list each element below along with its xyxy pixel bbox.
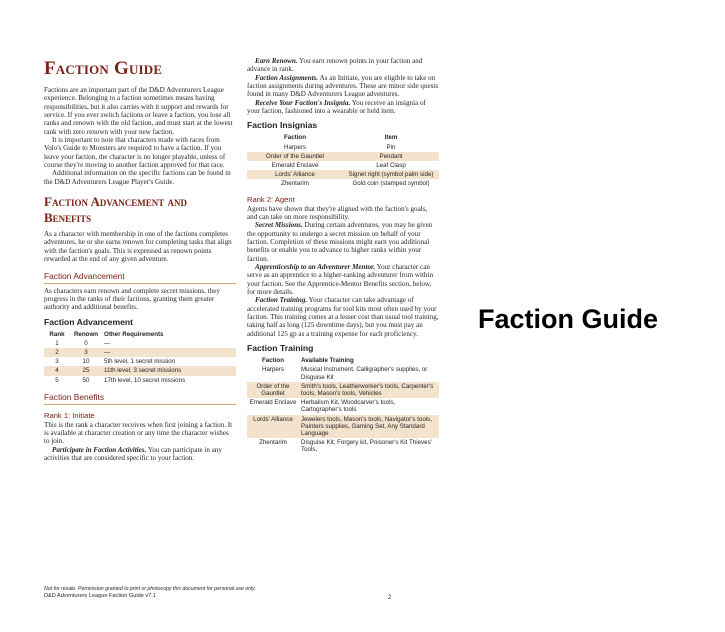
- table-cell: 1: [55, 339, 59, 347]
- table-cell: Lords' Alliance: [247, 415, 299, 439]
- table-row: [44, 366, 236, 375]
- intro-paragraph-2: It is important to note that characters made with races from Volo's Guide to Monsters are required to have a faction. If you leave your faction, the character is no longer playable, unless of course they're moving to another faction approved for that race.: [44, 136, 226, 170]
- table-cell: Order of the Gauntlet: [247, 152, 343, 161]
- apprenticeship-paragraph: [247, 263, 439, 296]
- table-cell: Zhentarim: [259, 439, 287, 447]
- page-title: Faction Guide: [44, 58, 163, 79]
- advancement-table-title: Faction Advancement: [44, 316, 133, 327]
- column-header: Available Training: [301, 357, 354, 365]
- assignments-text: As an Initiate, you are eligible to take on faction assignments during adventures. These are minor side quests found in many D&D Adventurers League adventures.: [247, 73, 439, 99]
- rank-2-paragraph: Agents have shown that they're aligned with the faction's goals, and can take on more responsibility.: [247, 204, 428, 221]
- left-column: [44, 58, 236, 462]
- table-cell: 25: [70, 366, 102, 375]
- table-cell: Pin: [386, 143, 396, 151]
- table-cell: Gold coin (stamped symbol): [352, 180, 430, 188]
- training-lead: Faction Training.: [255, 296, 308, 305]
- table-row: [247, 382, 439, 398]
- table-cell: Smith's tools, Leatherworker's tools, Carpenter's tools, Mason's tools, Vehicles: [299, 382, 439, 398]
- earn-renown-paragraph: [247, 57, 439, 74]
- table-cell: Order of the Gauntlet: [247, 382, 299, 398]
- table-cell: Zhentarim: [281, 180, 309, 188]
- table-row: [247, 170, 439, 179]
- table-row: [44, 376, 236, 385]
- column-header: Faction: [283, 134, 306, 142]
- insignia-paragraph: [247, 99, 439, 116]
- document-title-footer: D&D Adventurers League Faction Guide v7.1: [44, 593, 156, 599]
- table-row: [44, 348, 236, 357]
- table-cell: Disguise Kit, Forgery kit, Poisoner's Kit Thieves' Tools,: [301, 439, 432, 454]
- column-header: Item: [384, 134, 398, 142]
- table-cell: 50: [82, 376, 90, 384]
- table-header-row: [44, 330, 236, 339]
- table-cell: Jewelers tools, Mason's tools, Navigator's tools, Painters supplies, Gaming Set, Any Standard Language: [299, 415, 439, 439]
- table-cell: Musical Instrument, Calligrapher's supplies, or Disguise Kit: [301, 366, 428, 381]
- page-number: 2: [388, 595, 392, 601]
- table-row: [247, 398, 439, 414]
- rank-1-heading: Rank 1: Initiate: [44, 410, 95, 420]
- rank-1-paragraph: This is the rank a character receives when first joining a faction. It is available at character creation or any time the character wishes to join.: [44, 420, 233, 446]
- table-cell: 0: [84, 339, 88, 347]
- table-cell: —: [104, 339, 111, 347]
- secret-missions-text: During certain adventures, you may be given the opportunity to undergo a secret mission on behalf of your faction. Completion of these missions might earn you additional benefits or enable you to advance to higher ranks within your faction.: [247, 221, 433, 263]
- earn-renown-text: You earn renown points in your faction and advance in rank.: [247, 57, 423, 74]
- participate-paragraph: [44, 446, 236, 463]
- side-title: Faction Guide: [478, 304, 659, 334]
- table-cell: 5th level, 1 secret mission: [104, 358, 176, 366]
- insignia-table-title: Faction Insignias: [247, 120, 318, 131]
- table-cell: Emerald Enclave: [271, 162, 319, 170]
- table-cell: Leaf Clasp: [376, 162, 406, 170]
- secret-missions-lead: Secret Missions.: [255, 221, 303, 230]
- table-header-row: [247, 133, 439, 142]
- table-cell: —: [102, 348, 236, 357]
- training-table: [247, 356, 439, 454]
- assignments-paragraph: [247, 74, 439, 99]
- participate-lead: Participate in Faction Activities.: [52, 445, 147, 454]
- page-footer: [44, 586, 404, 600]
- faction-advancement-paragraph: As characters earn renown and complete secret missions, they progress in the ranks of their factions, granting them greater authority and additional benefits.: [44, 286, 220, 312]
- right-column: [247, 57, 439, 458]
- training-paragraph: [247, 296, 439, 338]
- table-cell: Lords' Alliance: [247, 170, 343, 179]
- table-row: [247, 161, 439, 170]
- table-row: [247, 143, 439, 152]
- table-cell: 3: [55, 358, 59, 366]
- secret-missions-paragraph: [247, 221, 439, 263]
- table-header-row: [247, 356, 439, 365]
- apprenticeship-text: Your character can serve as an apprentice to a higher-ranking adventurer from within your faction. See the Apprentice-Mentor Benefits section, below, for more details.: [247, 263, 433, 297]
- table-row: [247, 152, 439, 161]
- training-text: Your character can take advantage of accelerated training programs for tool kits most often used by your faction. This training comes at a lesser cost than usual tool training, taking half as long (125 downtime days), but you must pay an additional 125 gp as a training expense for each proficiency.: [247, 296, 439, 338]
- insignia-text: You receive an insignia of your faction, fashioned into a wearable or held item.: [247, 98, 426, 116]
- table-cell: 2: [44, 348, 70, 357]
- table-cell: 11th level, 3 secret missions: [102, 366, 236, 375]
- faction-advancement-subheading: Faction Advancement: [44, 271, 236, 284]
- insignia-lead: Receive Your Faction's Insignia.: [255, 98, 351, 107]
- table-row: [247, 365, 439, 381]
- advancement-paragraph: As a character with membership in one of the factions completes adventures, he or she earns renown for completing tasks that align with the faction's goals. This is expressed as renown points rewarded at the end of any given adventure.: [44, 230, 232, 264]
- rank-2-heading: Rank 2: Agent: [247, 194, 295, 204]
- participate-text: You can participate in any activities that are considered specific to your faction.: [44, 445, 222, 463]
- earn-renown-lead: Earn Renown.: [255, 57, 298, 65]
- advancement-table: [44, 330, 236, 385]
- table-row: [44, 339, 236, 348]
- table-row: [247, 415, 439, 439]
- table-cell: Herbalism Kit, Woodcarver's tools, Cartographer's tools: [301, 399, 396, 414]
- legal-notice: Not for resale. Permission granted to print or photocopy this document for personal use only.: [44, 586, 256, 592]
- column-header: Other Requirements: [104, 330, 164, 338]
- insignia-table: [247, 133, 439, 188]
- table-cell: 3: [70, 348, 102, 357]
- intro-paragraph-3: Additional information on the specific factions can be found in the D&D Adventurers League Player's Guide.: [44, 169, 231, 186]
- table-cell: Emerald Enclave: [249, 399, 297, 407]
- table-cell: 5: [55, 376, 59, 384]
- advancement-heading: Faction Advancement and Benefits: [44, 194, 187, 226]
- column-header: Rank: [49, 330, 65, 338]
- table-row: [247, 179, 439, 188]
- table-cell: Harpers: [283, 143, 306, 151]
- table-row: [44, 357, 236, 366]
- table-row: [247, 438, 439, 454]
- table-cell: Signet right (symbol palm side): [343, 170, 439, 179]
- table-cell: 4: [44, 366, 70, 375]
- table-cell: Harpers: [261, 366, 284, 374]
- table-cell: Pendant: [343, 152, 439, 161]
- faction-benefits-subheading: Faction Benefits: [44, 392, 236, 405]
- apprenticeship-lead: Apprenticeship to an Adventurer Mentor.: [255, 263, 376, 272]
- column-header: Renown: [73, 330, 99, 338]
- training-table-title: Faction Training: [247, 343, 314, 354]
- assignments-lead: Faction Assignments.: [255, 73, 319, 82]
- table-cell: 17th level, 10 secret missions: [104, 376, 186, 384]
- table-cell: 10: [82, 358, 90, 366]
- intro-paragraph-1: Factions are an important part of the D&D Adventurers League experience. Belonging to a faction sometimes means having responsibilities, but it also carries with it support and rewards for service. If you ever switch factions or leave a faction, you lose all ranks and renown with the old faction, and must start at the lowest rank with zero renown with your new faction.: [44, 86, 233, 136]
- column-header: Faction: [261, 357, 284, 365]
